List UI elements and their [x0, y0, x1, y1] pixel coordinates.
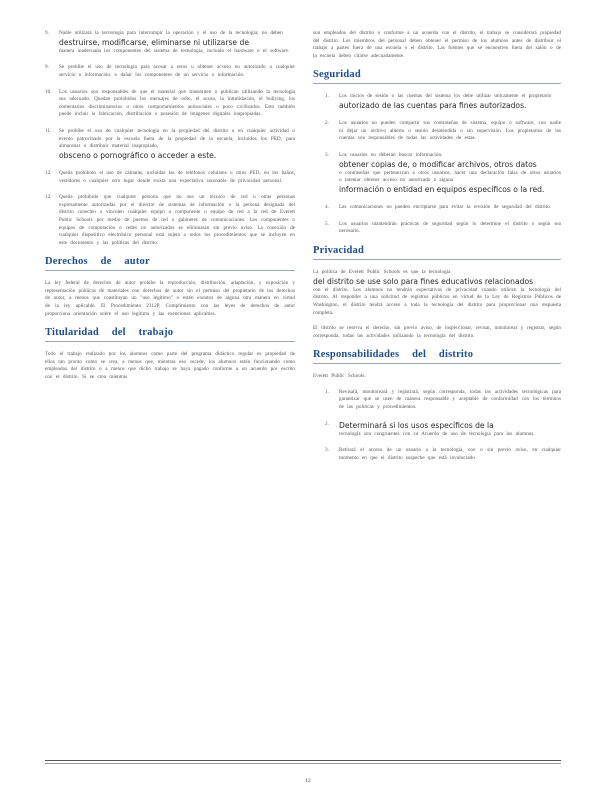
list-item — [325, 421, 561, 439]
heading-responsabilidades-del-distrito: Responsabilidades del distrito — [313, 349, 561, 364]
list-item-text — [59, 30, 295, 55]
list-item-text-pre: Los usuarios no deberán buscar información, — [339, 151, 443, 158]
list-item-text-pre: Queda prohibido que cualquier persona que no sea un técnico de red u otras personas expresamente autorizadas por el director de sistemas de información o la persona designada del distrito conecten o vinculen cualquier equipo o componente o equipo de red a la red de Everett Public Schools por medio de puertos de red o gabinetes de comunicaciones. Los componentes o equipos de computación o redes no autorizados se eliminarán sin previo aviso. La conexión de cualquier dispositivo electrónico personal está sujeta a todos los procedimientos que se incluyen en este documento y las políticas del distrito. — [59, 194, 295, 246]
list-item-text — [339, 221, 561, 236]
list-item — [45, 30, 295, 55]
list-item-number: 9. — [45, 64, 49, 71]
list-item-number: 9. — [45, 30, 49, 36]
left-numbered-list — [45, 30, 295, 247]
list-item-text-pre: Los usuarios son responsables de que el material que transmiten o publican utilizando la tecnología sea adecuado. Quedan prohibidos los mensajes de odio, el acoso, la intimidación, el bullying, los comentarios discriminatorios u otros comportamientos antisociales o poco civilizados. Esto también puede incluir la fabricación, distribución o posesión de imágenes digitales inapropiadas. — [59, 88, 295, 118]
right-column — [313, 30, 561, 472]
privacidad-text-start: La política de Everett Public Schools es que la tecnología — [313, 268, 451, 275]
list-item-number: 1. — [325, 388, 329, 395]
page-number: 12 — [305, 778, 311, 784]
list-item-text — [339, 421, 561, 439]
list-item-number: 3. — [325, 447, 329, 454]
list-item-text — [339, 389, 561, 412]
right-top-paragraph: son empleados del distrito o conforme a un acuerdo con el distrito, el trabajo se considerará propiedad del distrito. Los miembros del personal deben obtener el permiso de los alumnos antes de distribuir el trabajo a partes fuera de una escuela o el distrito. Las fuentes que se encuentren fuera del salón o de la escuela deben citarse adecuadamente. — [313, 30, 561, 59]
list-item-text-big: obsceno o pornográfico o acceder a este. — [59, 151, 217, 161]
responsabilidades-list — [313, 389, 561, 463]
list-item — [45, 194, 295, 247]
list-item — [325, 204, 561, 212]
responsabilidades-intro: Everett Public Schools: — [313, 373, 366, 380]
list-item — [325, 93, 561, 111]
list-item-text-pre: Nadie utilizará la tecnología para interrumpir la operación y el uso de la tecnología; no deben — [59, 30, 283, 36]
list-item — [45, 64, 295, 79]
list-item-text-post: tecnología son congruentes con su Acuerdo de uso de tecnología para los alumnos. — [339, 430, 535, 437]
list-item-text-big2: información o entidad en equipos específicos o la red. — [339, 185, 545, 195]
privacidad-paragraph — [313, 269, 561, 317]
list-item — [325, 120, 561, 143]
list-item-text — [339, 204, 561, 212]
list-item-number: 5. — [325, 220, 329, 227]
heading-seguridad: Seguridad — [313, 69, 561, 84]
heading-titularidad-del-trabajo: Titularidad del trabajo — [45, 327, 295, 342]
list-item-text-pre: Queda prohibido el uso de cámaras, incluidas las de teléfonos celulares u otros PED, en los baños, vestidores o cualquier otro lugar donde exista una expectativa razonable de privacidad personal. — [59, 169, 295, 184]
list-item-number: 2. — [325, 120, 329, 127]
list-item-text — [59, 128, 295, 161]
list-item-number: 10. — [45, 88, 52, 95]
list-item-text-pre: Se prohíbe el uso de tecnología para acosar a otros u obtener acceso no autorizado a cualquier servicio o información, o dañar los componentes de un servicio o información. — [59, 64, 295, 78]
list-item-text-pre: Revisará, monitoreará y registrará, según corresponda, todas las actividades tecnológicas para garantizar que se usen de manera responsable y aceptable de conformidad con los términos de las políticas y procedimientos. — [339, 388, 561, 411]
list-item — [45, 89, 295, 119]
list-item-text-pre: Los inicios de sesión o las cuentas del sistema los debe utilizar únicamente el propietario — [339, 93, 552, 100]
list-item-text — [59, 64, 295, 79]
left-column — [45, 30, 295, 390]
privacidad-paragraph-2: El distrito se reserva el derecho, sin previo aviso, de inspeccionar, revisar, monitorear y registrar, según corresponda, todas las actividades utilizando la tecnología del distrito. — [313, 325, 561, 339]
seguridad-list — [313, 93, 561, 236]
heading-privacidad: Privacidad — [313, 245, 561, 260]
list-item-number: 4. — [325, 204, 329, 211]
list-item-text-big: autorizado de las cuentas para fines autorizados. — [339, 101, 527, 111]
footer-rule — [45, 760, 561, 764]
list-item-text-pre: Las comunicaciones no pueden encriptarse para evitar la revisión de seguridad del distrito. — [339, 204, 551, 211]
list-item — [325, 152, 561, 195]
list-item-text — [59, 194, 295, 247]
list-item — [325, 447, 561, 462]
derechos-paragraph: La ley federal de derechos de autor prohíbe la reproducción, distribución, adaptación, y exposición y representación públicas de materiales con derechos de autor sin el permiso del propietario de los derechos de autor, a menos que constituyan un "uso legítimo" o estén exentos de alguna otra manera en virtud de la ley aplicable. El Procedimiento 2312P, Cumplimiento con las leyes de derechos de autor proporciona orientación sobre el uso legítimo y las exenciones aplicables. — [45, 280, 295, 317]
list-item-text-pre: Retirará el acceso de un usuario a la tecnología, con o sin previo aviso, en cualquier momento en que el distrito sospeche que está involucrado — [339, 447, 561, 462]
list-item-text-big: destruirse, modificarse, eliminarse ni utilizarse de — [59, 38, 249, 48]
footer-rule-bottom — [45, 763, 561, 764]
list-item-text — [59, 89, 295, 119]
list-item-text — [339, 447, 561, 462]
list-item-number: 12. — [45, 194, 52, 201]
list-item-text-pre: Se prohíbe el uso de cualquier tecnología en la propiedad del distrito o en cualquier actividad o evento patrocinado por la escuela fuera de la propiedad de la escuela, incluidos los PED, para almacenar o distribuir material inapropiado, — [59, 127, 295, 150]
list-item-text-post: o contraseñas que pertenezcan a otros usuarios, hacer una declaración falsa de otros usuarios o intentar obtener acceso no autorizado a alguna — [339, 169, 561, 184]
list-item-text — [339, 152, 561, 195]
list-item-text — [59, 170, 295, 185]
list-item-text-pre: Los usuarios mantendrán prácticas de seguridad según lo determine el distrito o según sea necesario. — [339, 220, 561, 235]
list-item — [45, 128, 295, 161]
privacidad-text-end: con el distrito. Los alumnos no tendrán expectativas de privacidad cuando utilicen la tecnología del distrito. Al responder a una solicitud de registros públicos en virtud de la Ley de Registros Públicos de Washington, el distrito tendrá acceso a toda la tecnología del distrito para proporcionar una respuesta completa. — [313, 286, 561, 316]
list-item — [325, 221, 561, 236]
list-item — [45, 170, 295, 185]
list-item-number: 3. — [325, 151, 329, 158]
privacidad-text-emphasis: del distrito se use solo para fines educativos relacionados — [313, 277, 534, 287]
titularidad-paragraph: Todo el trabajo realizado por los alumnos como parte del programa didáctico regular es propiedad de ellos tan pronto como se crea, a menos que, mientras eso sucede, los alumnos estén funcionando como empleados del distrito o a menos que dicho trabajo se haya pagado conforme a un acuerdo por escrito con el distrito. Si se crea mientras — [45, 351, 295, 381]
heading-derechos-de-autor: Derechos de autor — [45, 256, 295, 271]
list-item-number: 12. — [45, 169, 52, 176]
list-item-text-big: obtener copias de, o modificar archivos, otros datos — [339, 160, 537, 170]
list-item-text — [339, 93, 561, 111]
list-item-text-pre: Los usuarios no pueden compartir sus contraseñas de sistema, equipo o software, con nadie ni dejar un archivo abierto o sesión desatendida o sin supervisión. Los propietarios de las cuentas son responsables de todas las actividades de estas. — [339, 120, 561, 142]
list-item-text-big: Determinará si los usos específicos de la — [339, 421, 494, 431]
list-item-number: 11. — [45, 127, 52, 134]
list-item-text — [339, 120, 561, 143]
list-item — [325, 389, 561, 412]
list-item-number: 2. — [325, 420, 329, 427]
list-item-text-post: manera inadecuada los componentes del sistema de tecnología, incluido el hardware o el software. — [59, 47, 290, 54]
footer-rule-top — [45, 760, 561, 761]
list-item-number: 1. — [325, 93, 329, 100]
